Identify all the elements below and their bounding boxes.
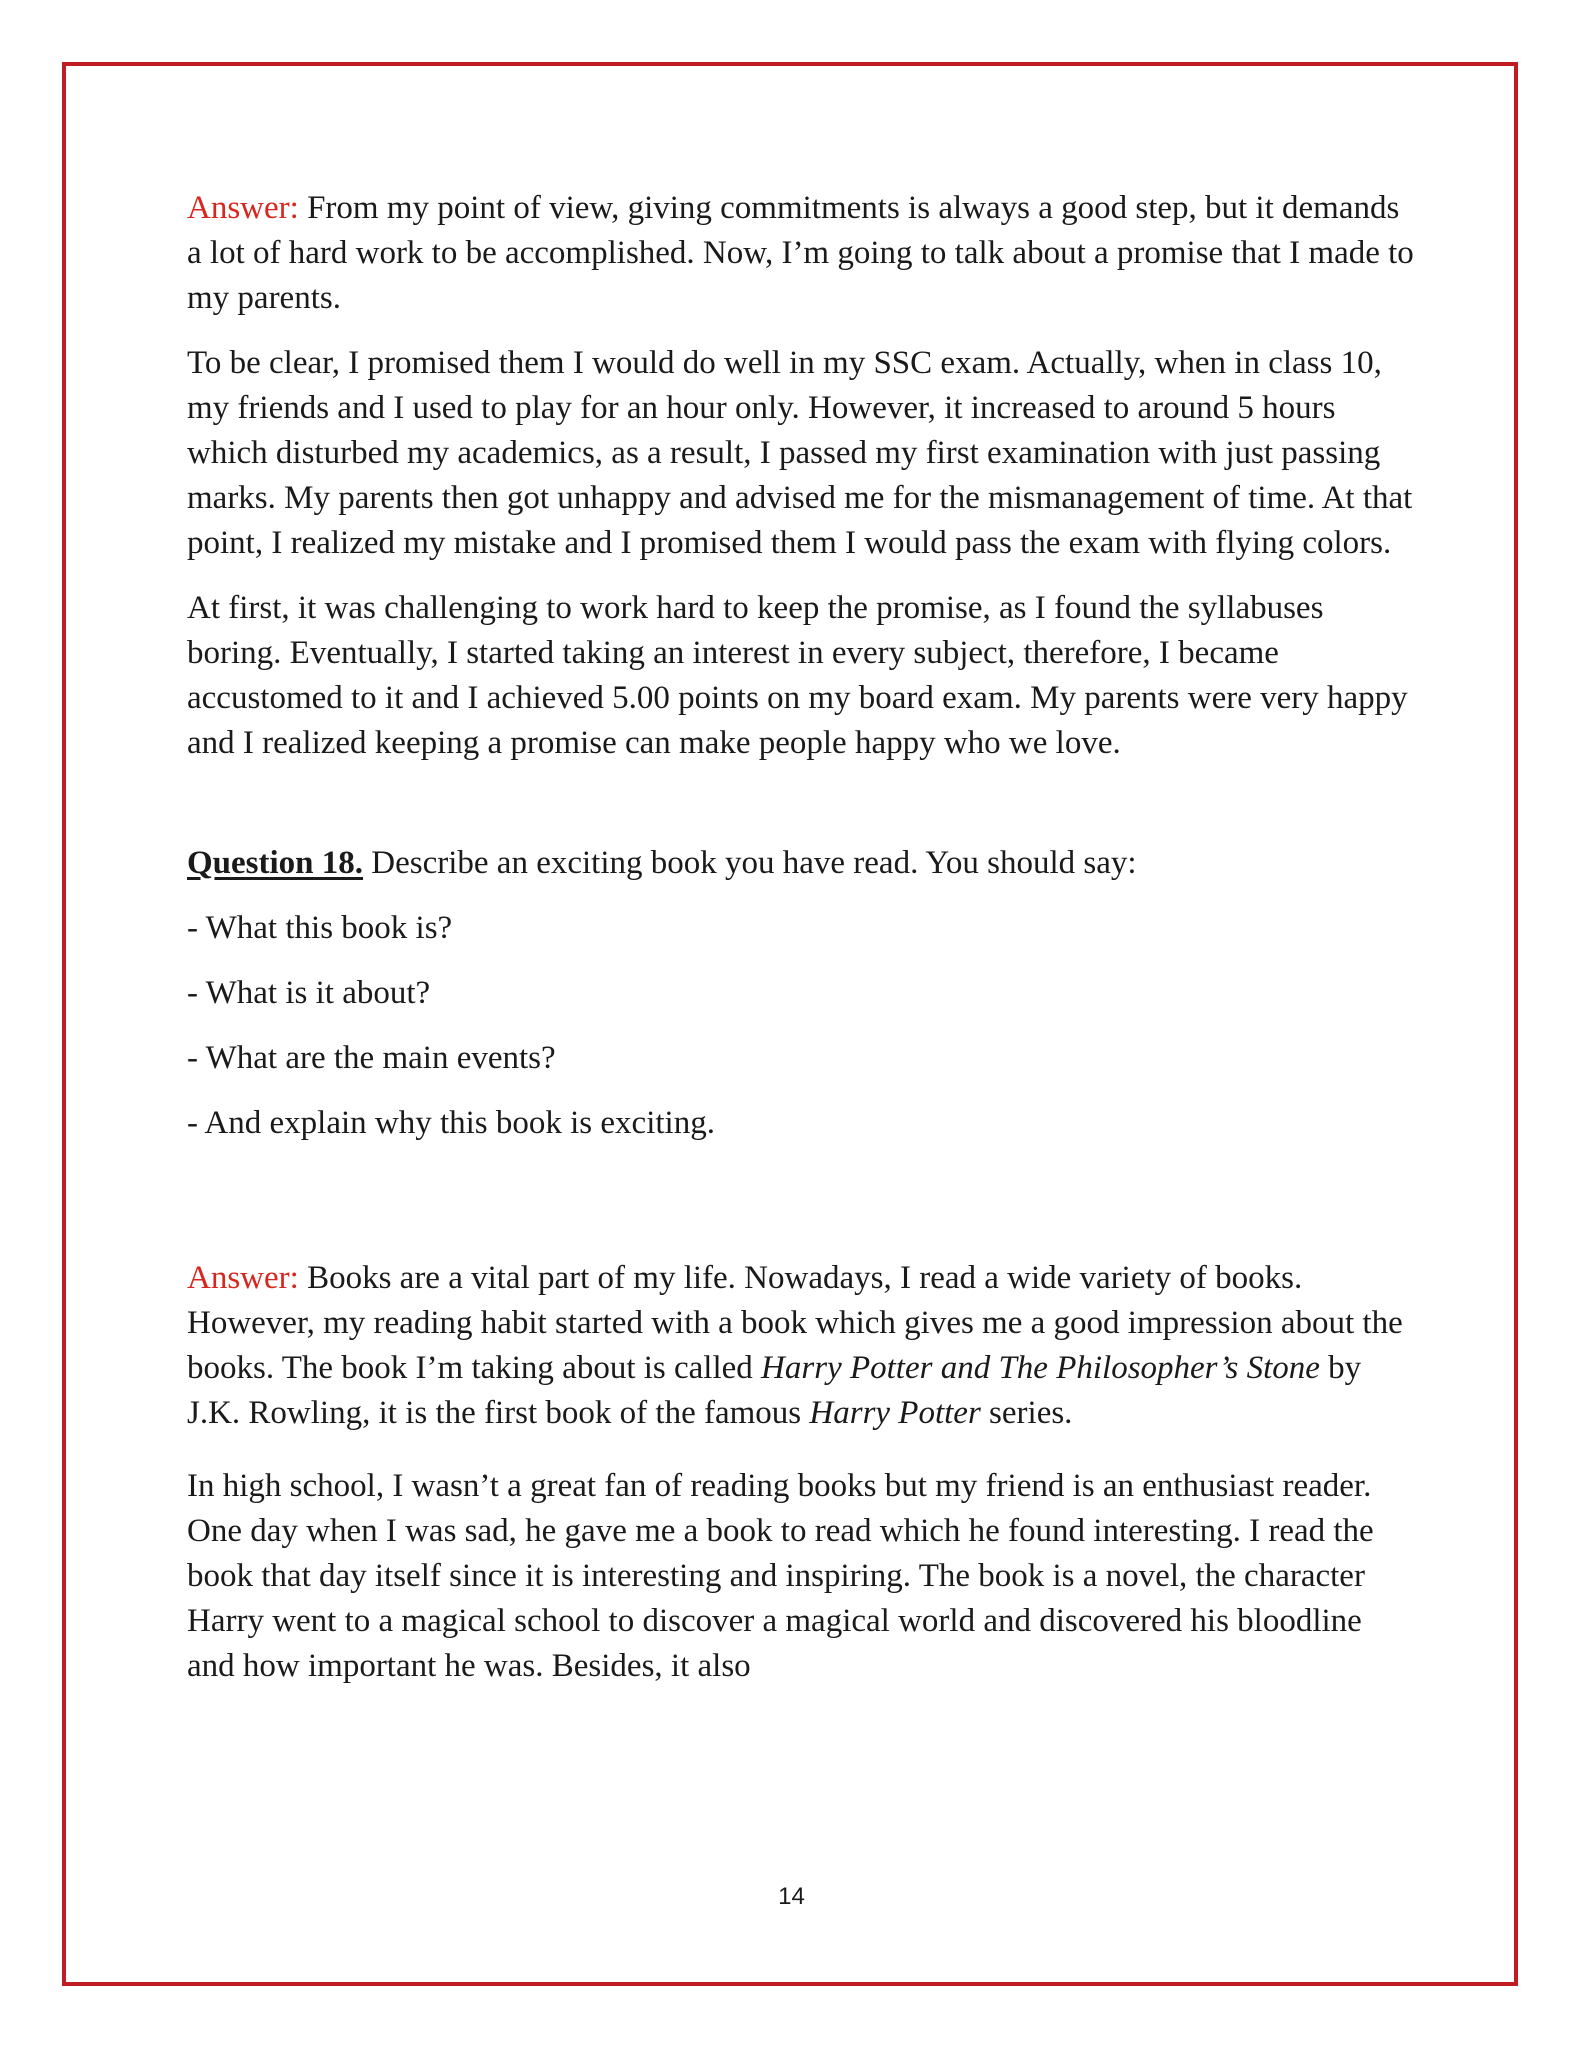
question-label: Question 18.: [187, 845, 364, 881]
question-item: - What this book is?: [187, 910, 453, 946]
answer1-text: From my point of view, giving commitments is always a good step, but it demands a lot of hard work to be accomplished. Now, I’m going to talk about a promise that I made to my parents.: [187, 190, 1414, 316]
answer1-paragraph-2: To be clear, I promised them I would do well in my SSC exam. Actually, when in class 10, my friends and I used to play for an hour only. However, it increased to around 5 hours which disturbed my academics, as a result, I passed my first examination with just passing marks. My parents then got unhappy and advised me for the mismanagement of time. At that point, I realized my mistake and I promised them I would pass the exam with flying colors.: [187, 345, 1413, 561]
question-item: - And explain why this book is exciting.: [187, 1105, 715, 1141]
answer1-paragraph-1: [187, 186, 1417, 321]
answer-label: Answer:: [187, 190, 299, 226]
series-title: Harry Potter: [809, 1395, 981, 1431]
answer2-paragraph-1: [187, 1256, 1417, 1436]
question-item: - What are the main events?: [187, 1040, 556, 1076]
question-heading: [187, 841, 1417, 886]
document-body: [187, 186, 1417, 1689]
answer1-paragraph-3: At first, it was challenging to work hard to keep the promise, as I found the syllabuses boring. Eventually, I started taking an interest in every subject, therefore, I became accustomed to it and I achieved 5.00 points on my board exam. My parents were very happy and I realized keeping a promise can make people happy who we love.: [187, 590, 1408, 761]
question-prompt: Describe an exciting book you have read. You should say:: [363, 845, 1137, 881]
book-title: Harry Potter and The Philosopher’s Stone: [761, 1350, 1320, 1386]
question-item: - What is it about?: [187, 975, 431, 1011]
answer2-paragraph-2: In high school, I wasn’t a great fan of reading books but my friend is an enthusiast reader. One day when I was sad, he gave me a book to read which he found interesting. I read the book that day itself since it is interesting and inspiring. The book is a novel, the character Harry went to a magical school to discover a magical world and discovered his bloodline and how important he was. Besides, it also: [187, 1468, 1374, 1684]
answer2-text: series.: [980, 1395, 1073, 1431]
answer2-text: Books are a vital part of my life. Nowadays, I read a wide variety of books. However, my reading habit started with a book which gives me a good impression about the books. The book I’m taking about is called: [187, 1260, 1403, 1386]
page-number: 14: [778, 1883, 805, 1910]
answer-label: Answer:: [187, 1260, 299, 1296]
answer2-text: by J.K. Rowling, it is the first book of the famous: [187, 1350, 1362, 1431]
